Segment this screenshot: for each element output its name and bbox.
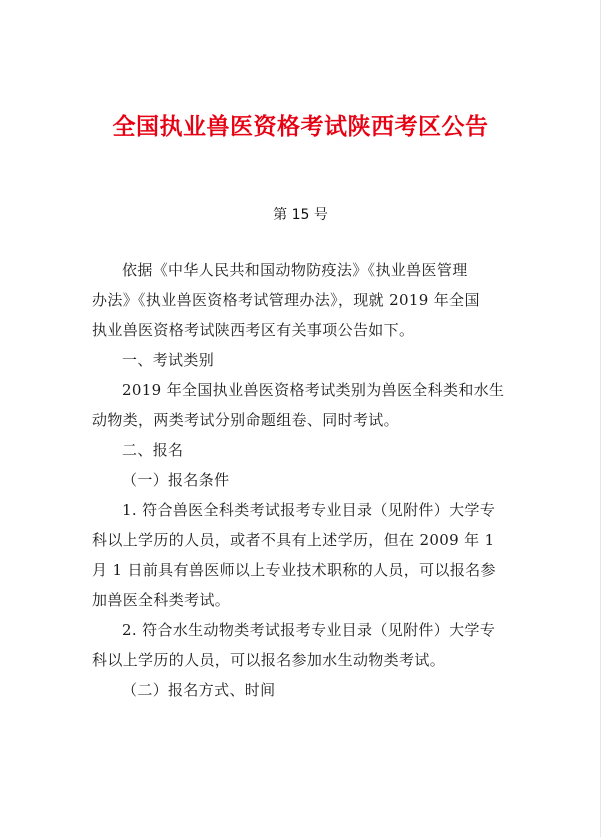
paragraph-condition-1-line-2: 科以上学历的人员，或者不具有上述学历，但在 2009 年 1 — [92, 531, 495, 549]
subsection-heading-conditions: （一）报名条件 — [122, 471, 230, 489]
paragraph-category-line-2: 动物类，两类考试分别命题组卷、同时考试。 — [92, 411, 400, 429]
document-number: 第 15 号 — [273, 207, 328, 223]
paragraph-condition-2-line-2: 科以上学历的人员，可以报名参加水生动物类考试。 — [92, 651, 446, 669]
paragraph-intro-line-1: 依据《中华人民共和国动物防疫法》《执业兽医管理 — [122, 261, 468, 279]
paragraph-intro-line-3: 执业兽医资格考试陕西考区有关事项公告如下。 — [92, 321, 415, 339]
paragraph-condition-2-line-1: 2. 符合水生动物类考试报考专业目录（见附件）大学专 — [122, 621, 496, 639]
paragraph-condition-1-line-3: 月 1 日前具有兽医师以上专业技术职称的人员，可以报名参 — [92, 561, 496, 579]
paragraph-category-line-1: 2019 年全国执业兽医资格考试类别为兽医全科类和水生 — [122, 381, 505, 399]
section-heading-exam-category: 一、考试类别 — [122, 351, 215, 369]
paragraph-condition-1-line-4: 加兽医全科类考试。 — [92, 591, 231, 609]
paragraph-condition-1-line-1: 1. 符合兽医全科类考试报考专业目录（见附件）大学专 — [122, 501, 496, 519]
document-title: 全国执业兽医资格考试陕西考区公告 — [112, 113, 489, 140]
section-heading-registration: 二、报名 — [122, 441, 184, 459]
paragraph-intro-line-2: 办法》《执业兽医资格考试管理办法》，现就 2019 年全国 — [92, 291, 480, 309]
document-body — [92, 255, 512, 705]
subsection-heading-method-time: （二）报名方式、时间 — [122, 681, 276, 699]
